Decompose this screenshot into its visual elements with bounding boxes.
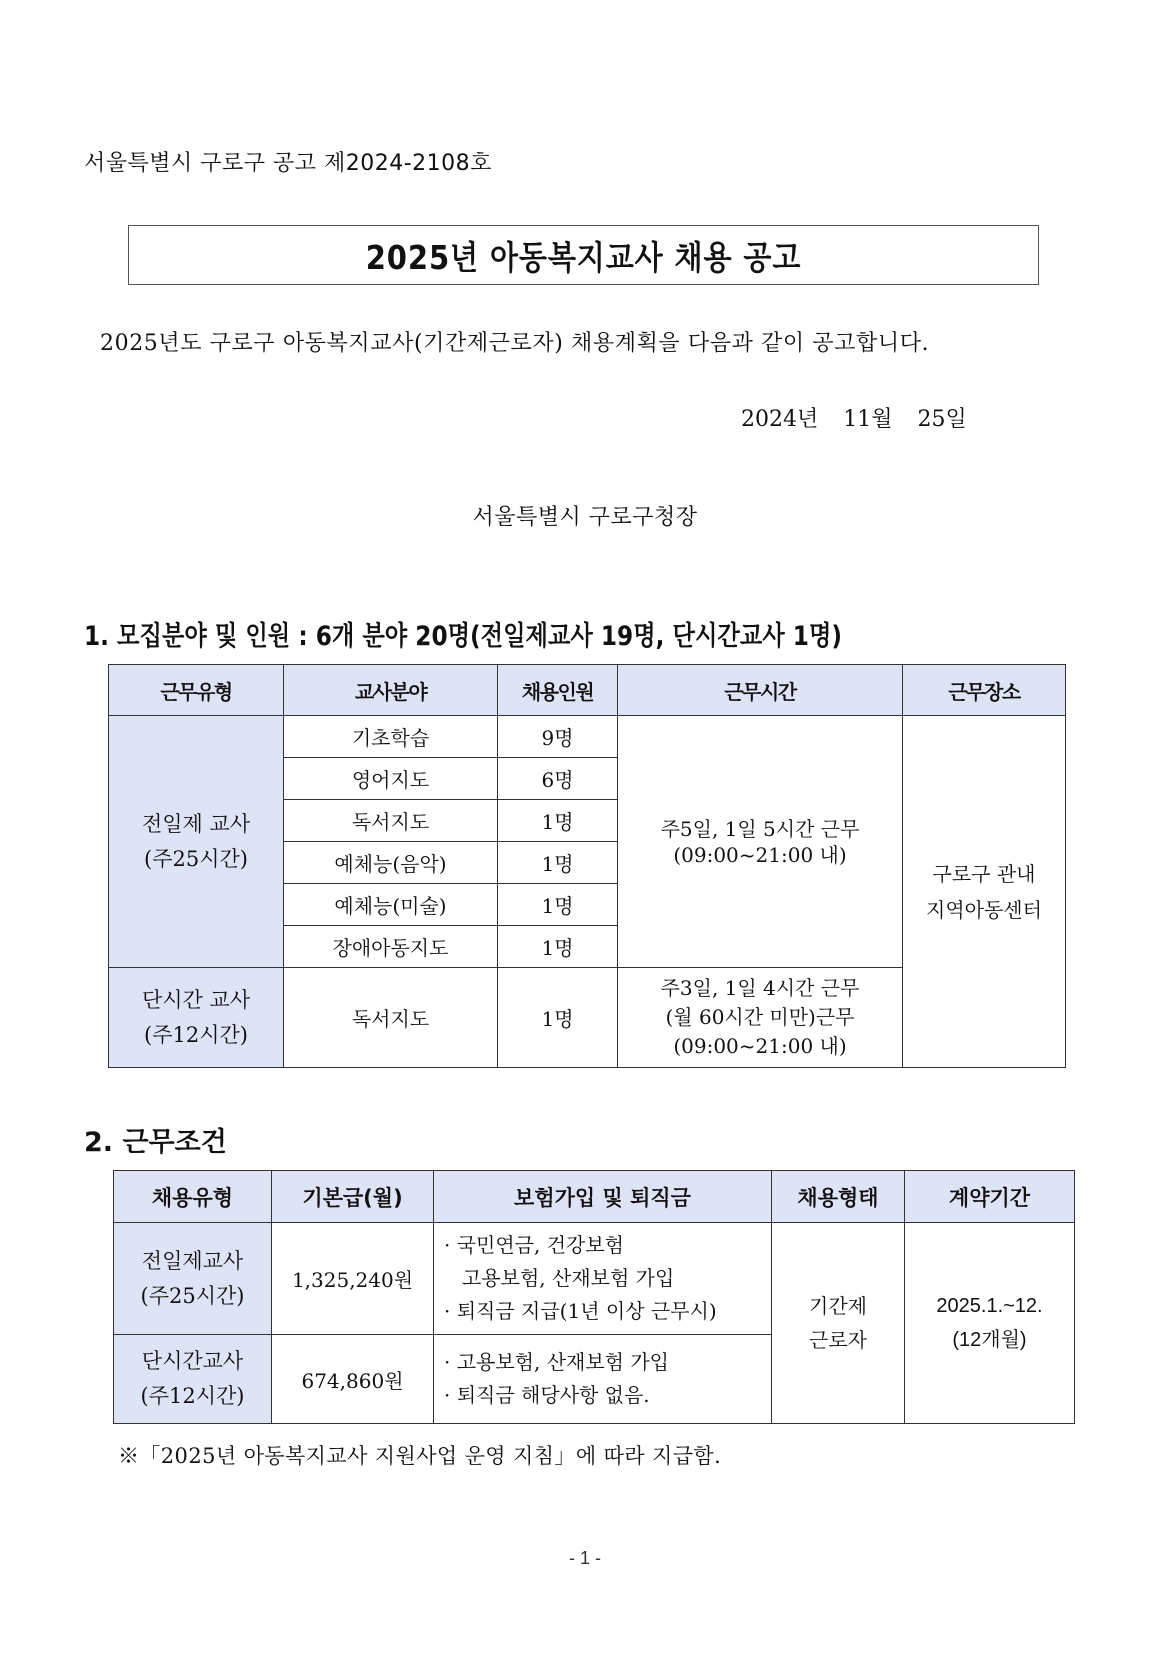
footnote: ※「2025년 아동복지교사 지원사업 운영 지침」에 따라 지급함.: [118, 1444, 722, 1468]
count-cell: 1명: [498, 968, 618, 1068]
col-header: 근무유형: [109, 665, 284, 716]
parttime-type-cell: 단시간교사 (주12시간): [114, 1335, 272, 1424]
fulltime-type-cell: 전일제교사 (주25시간): [114, 1223, 272, 1335]
signer: 서울특별시 구로구청장: [472, 505, 698, 530]
table-header-row: [109, 665, 1066, 716]
salary-cell: 674,860원: [272, 1335, 434, 1424]
recruitment-table: [108, 664, 1066, 1068]
count-cell: 9명: [498, 716, 618, 758]
table-header-row: [114, 1171, 1075, 1223]
fulltime-type-cell: 전일제 교사 (주25시간): [109, 716, 284, 968]
section2-heading: 2. 근무조건: [84, 1127, 227, 1158]
location-cell: 구로구 관내 지역아동센터: [903, 716, 1066, 1068]
salary-cell: 1,325,240원: [272, 1223, 434, 1335]
title-box: [128, 225, 1039, 285]
col-header: 보험가입 및 퇴직금: [434, 1171, 772, 1223]
parttime-hours-cell: 주3일, 1일 4시간 근무 (월 60시간 미만)근무 (09:00~21:00 내): [618, 968, 903, 1068]
field-cell: 예체능(음악): [284, 842, 498, 884]
col-header: 계약기간: [905, 1171, 1075, 1223]
field-cell: 장애아동지도: [284, 926, 498, 968]
section1-heading: 1. 모집분야 및 인원 : 6개 분야 20명(전일제교사 19명, 단시간교사 1명): [84, 621, 842, 652]
col-header: 근무장소: [903, 665, 1066, 716]
count-cell: 1명: [498, 884, 618, 926]
employment-type-cell: 기간제 근로자: [772, 1223, 905, 1424]
field-cell: 독서지도: [284, 800, 498, 842]
announcement-date: 2024년 11월 25일: [741, 407, 967, 432]
col-header: 채용인원: [498, 665, 618, 716]
col-header: 기본급(월): [272, 1171, 434, 1223]
table-row: [114, 1223, 1075, 1335]
col-header: 채용형태: [772, 1171, 905, 1223]
table-row: [109, 716, 1066, 758]
field-cell: 독서지도: [284, 968, 498, 1068]
col-header: 교사분야: [284, 665, 498, 716]
parttime-type-cell: 단시간 교사 (주12시간): [109, 968, 284, 1068]
intro-text: 2025년도 구로구 아동복지교사(기간제근로자) 채용계획을 다음과 같이 공고합니다.: [100, 331, 930, 356]
count-cell: 6명: [498, 758, 618, 800]
benefits-cell: · 고용보험, 산재보험 가입 · 퇴직금 해당사항 없음.: [434, 1335, 772, 1424]
count-cell: 1명: [498, 800, 618, 842]
col-header: 근무시간: [618, 665, 903, 716]
conditions-table: [113, 1170, 1075, 1424]
notice-number: 서울특별시 구로구 공고 제2024-2108호: [84, 151, 492, 176]
contract-period-cell: 2025.1.~12. (12개월): [905, 1223, 1075, 1424]
field-cell: 예체능(미술): [284, 884, 498, 926]
page-title: 2025년 아동복지교사 채용 공고: [365, 237, 802, 277]
field-cell: 기초학습: [284, 716, 498, 758]
page-number: - 1 -: [568, 1548, 601, 1568]
count-cell: 1명: [498, 926, 618, 968]
benefits-cell: · 국민연금, 건강보험 고용보험, 산재보험 가입 · 퇴직금 지급(1년 이상 근무시): [434, 1223, 772, 1335]
col-header: 채용유형: [114, 1171, 272, 1223]
field-cell: 영어지도: [284, 758, 498, 800]
fulltime-hours-cell: 주5일, 1일 5시간 근무 (09:00~21:00 내): [618, 716, 903, 968]
count-cell: 1명: [498, 842, 618, 884]
